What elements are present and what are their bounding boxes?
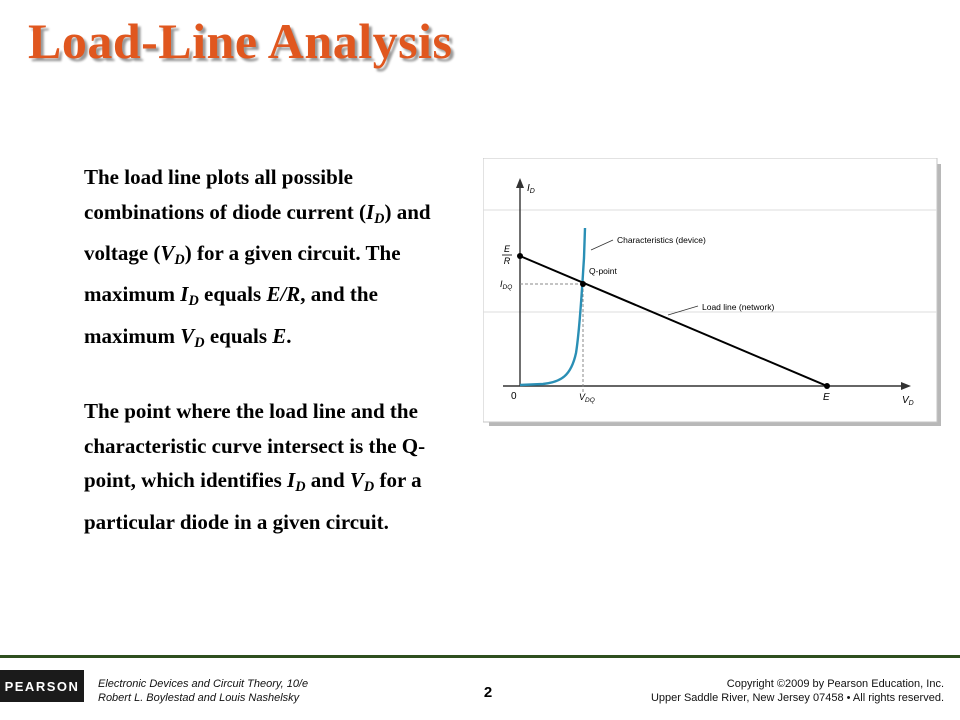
body-text bbox=[84, 160, 464, 539]
load-line-diagram bbox=[483, 158, 943, 426]
e-over-r-point bbox=[517, 253, 523, 259]
characteristics-label: Characteristics (device) bbox=[617, 235, 706, 245]
copyright-text: Copyright ©2009 by Pearson Education, Inc. bbox=[726, 678, 944, 690]
slide-title: Load-Line Analysis bbox=[28, 13, 453, 69]
origin-label: 0 bbox=[511, 391, 517, 402]
footer-copyright bbox=[651, 677, 944, 705]
e-over-r-denominator: R bbox=[503, 256, 511, 266]
book-title: Electronic Devices and Circuit Theory, 10/e bbox=[98, 678, 309, 690]
x-axis-label: $V_D$ bbox=[902, 395, 914, 407]
e-label: E bbox=[823, 392, 830, 403]
load-line-figure bbox=[483, 158, 943, 426]
book-authors: Robert L. Boylestad and Louis Nashelsky bbox=[98, 692, 300, 704]
footer-divider bbox=[0, 655, 960, 658]
e-over-r-numerator: E bbox=[503, 244, 511, 254]
e-point bbox=[824, 383, 830, 389]
address-text: Upper Saddle River, New Jersey 07458 • All rights reserved. bbox=[650, 692, 944, 704]
vdq-label: $V_{DQ}$ bbox=[579, 392, 595, 404]
pearson-logo: PEARSON bbox=[0, 670, 84, 702]
loadline-label: Load line (network) bbox=[702, 302, 775, 312]
footer-book-info bbox=[98, 677, 308, 705]
idq-label: $I_{DQ}$ bbox=[500, 279, 513, 291]
page-number: 2 bbox=[483, 684, 493, 701]
y-axis-label: $I_D$ bbox=[527, 183, 535, 195]
paragraph-load-line: The load line plots all possible combinations of diode current $(I_D)$ and voltage $(V_D)$ for a given circuit. The maximum $I_D$ equals E/R, and the maximum $V_D$ equals E. bbox=[84, 165, 431, 351]
qpoint-label: Q-point bbox=[589, 266, 617, 276]
paragraph-q-point: The point where the load line and the characteristic curve intersect is the Q-point, which identifies $I_D$ and $V_D$ for a particular diode in a given circuit. bbox=[84, 399, 426, 534]
q-point-marker bbox=[580, 281, 586, 287]
